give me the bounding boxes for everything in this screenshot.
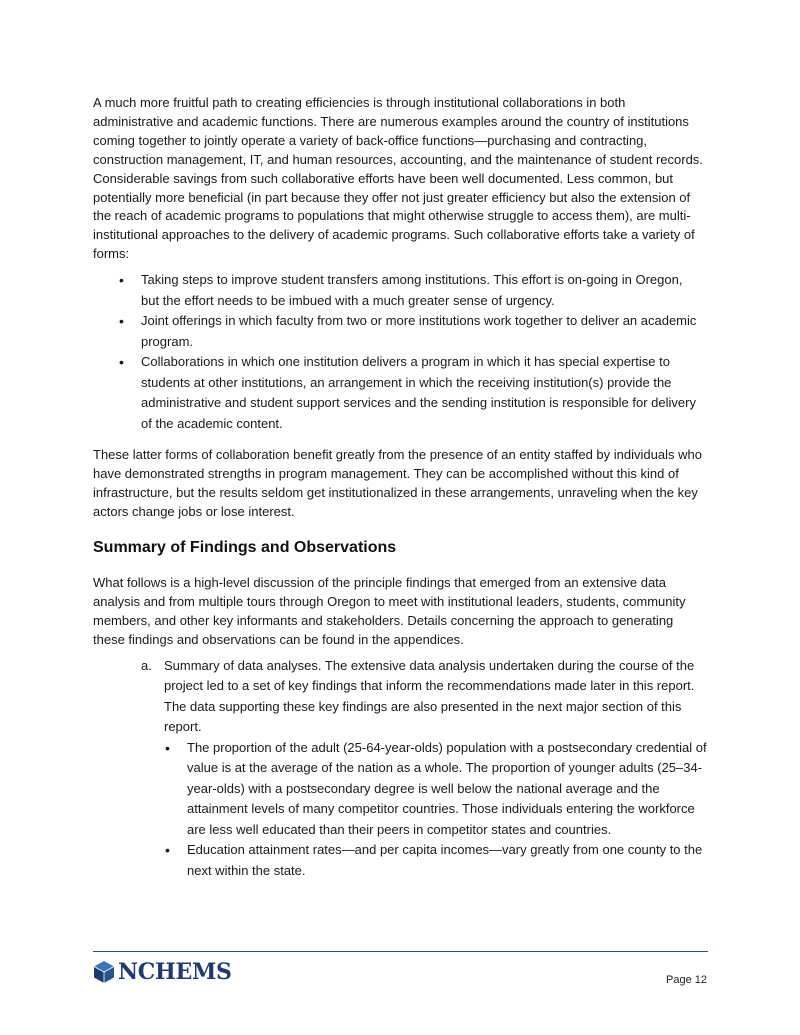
list-item: • Collaborations in which one institution delivers a program in which it has special expertise to students at other institutions, an arrangement in which the receiving institution(s) provide the administrative and student support services and the sending institution is responsible for delivery of the academic content. (141, 352, 708, 434)
document-page (93, 94, 708, 881)
list-item: • Education attainment rates—and per capita incomes—vary greatly from one county to the next within the state. (187, 840, 708, 881)
logo-text: NCHEMS (118, 959, 232, 985)
cube-icon (93, 960, 115, 984)
lettered-item-text: Summary of data analyses. The extensive data analysis undertaken during the course of the project led to a set of key findings that inform the recommendations made later in this report. The data supporting these key findings are also presented in the next major section of this report. (164, 657, 695, 735)
section-heading: Summary of Findings and Observations (93, 538, 397, 556)
list-item: • Taking steps to improve student transfers among institutions. This effort is on-going in Oregon, but the effort needs to be imbued with a much greater sense of urgency. (141, 270, 708, 311)
page-number: Page 12 (666, 974, 707, 986)
footer-divider (93, 951, 708, 952)
paragraph-latter-forms: These latter forms of collaboration benefit greatly from the presence of an entity staffed by individuals who have demonstrated strengths in program management. They can be accomplished without this kind of infrastructure, but the results seldom get institutionalized in these arrangements, unraveling when the key actors change jobs or lose interest. (93, 447, 702, 519)
findings-sub-list (164, 738, 708, 882)
collaboration-forms-list (93, 270, 708, 434)
paragraph-findings-intro: What follows is a high-level discussion of the principle findings that emerged from an extensive data analysis and from multiple tours through Oregon to meet with institutional leaders, students, community members, and other key informants and stakeholders. Details concerning the approach to generating these findings and observations can be found in the appendices. (93, 574, 686, 647)
lettered-item-a (141, 656, 708, 882)
list-item: • Joint offerings in which faculty from two or more institutions work together to deliver an academic program. (141, 311, 708, 352)
list-item: • The proportion of the adult (25-64-year-olds) population with a postsecondary credential of value is at the average of the nation as a whole. The proportion of younger adults (25–34-year-olds) with a postsecondary degree is well below the national average and the attainment levels of many competitor countries. Those individuals entering the workforce are less well educated than their peers in competitor states and countries. (187, 738, 708, 841)
paragraph-collaborations: A much more fruitful path to creating efficiencies is through institutional collaborations in both administrative and academic functions. There are numerous examples around the country of institutions coming together to jointly operate a variety of back-office functions—purchasing and contracting, construction management, IT, and human resources, accounting, and the maintenance of student records. Considerable savings from such collaborative efforts have been well documented. Less common, but potentially more beneficial (in part because they offer not just greater efficiency but also the extension of the reach of academic programs to populations that might otherwise struggle to access them), are multi-institutional approaches to the delivery of academic programs. Such collaborative efforts take a variety of forms: (93, 95, 703, 262)
list-marker: a. (141, 657, 152, 673)
nchems-logo (93, 957, 232, 987)
